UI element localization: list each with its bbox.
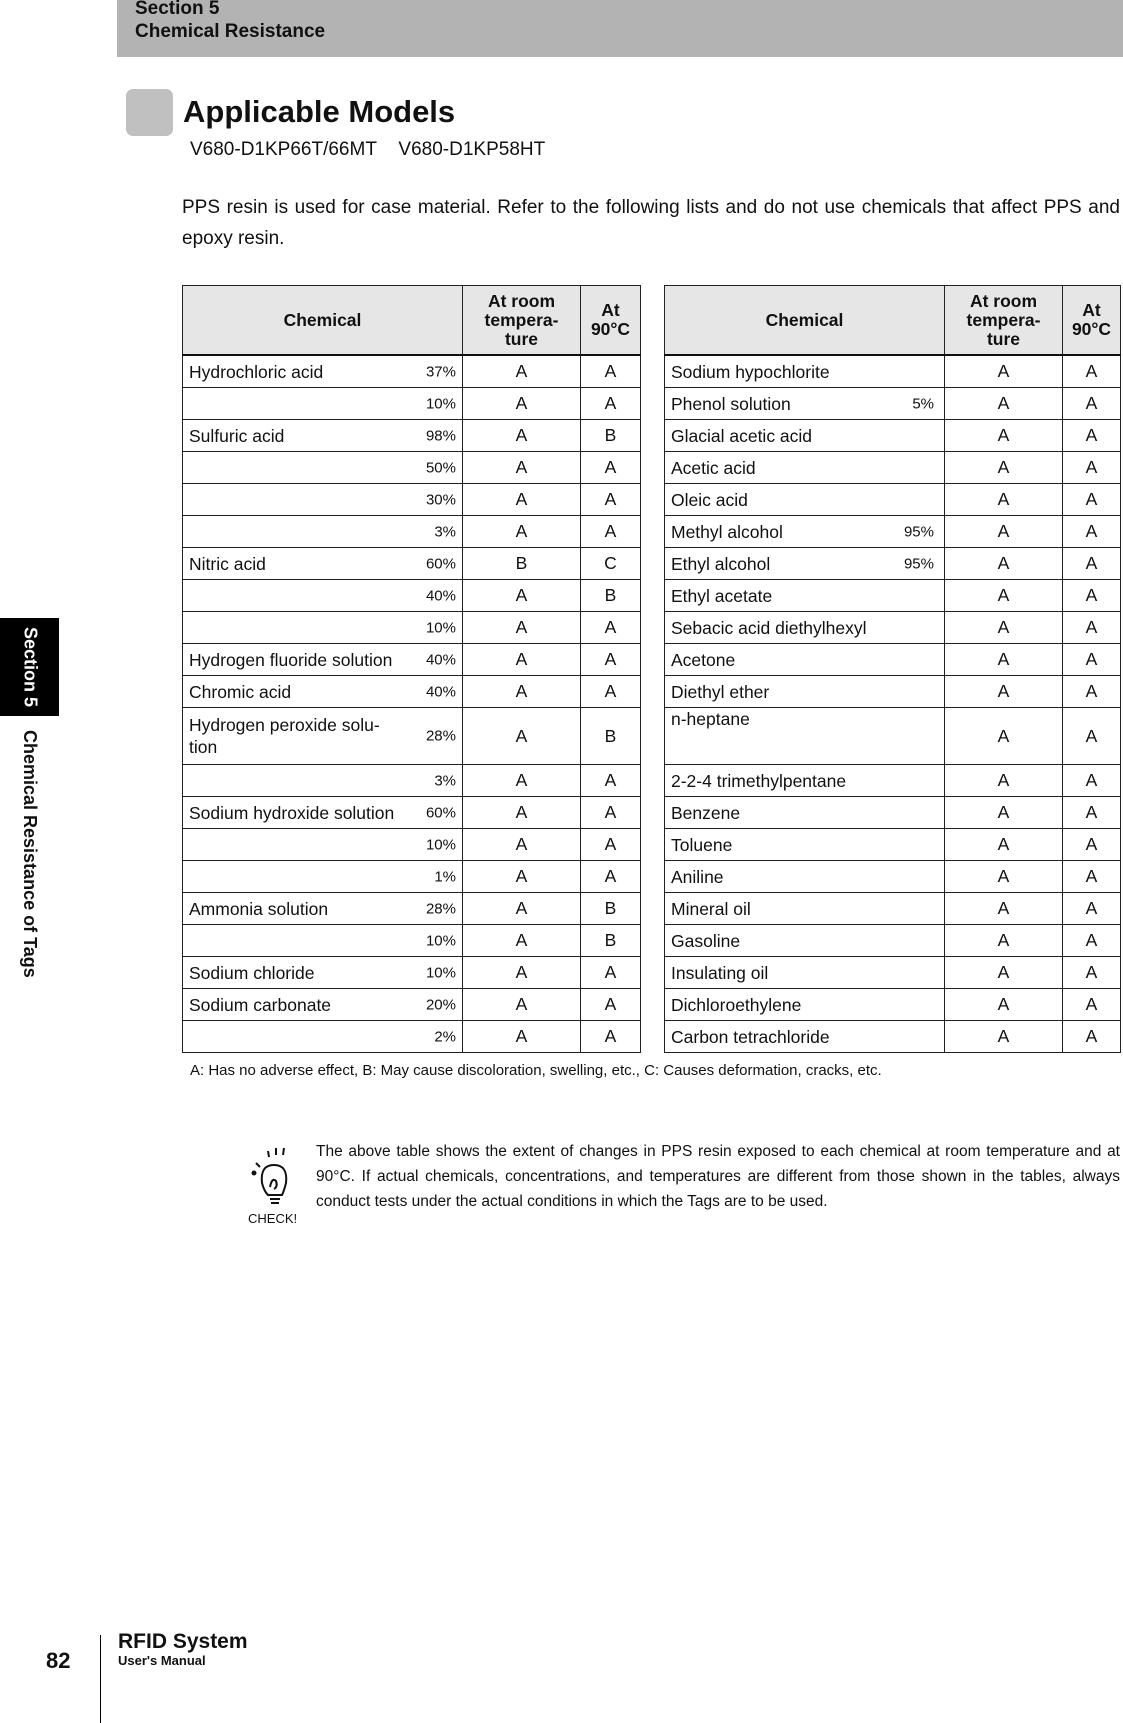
chemical-name: Benzene [671,802,741,823]
check-lightbulb-icon [246,1143,306,1228]
rating-90c: A [581,861,641,893]
concentration: 95% [903,555,934,572]
rating-90c: A [581,516,641,548]
chemical-cell [183,388,463,420]
chemical-name: Aniline [671,866,724,887]
chemical-cell [665,708,945,765]
chemical-cell [183,893,463,925]
rating-room-temp: A [463,957,581,989]
rating-room-temp: A [463,388,581,420]
concentration: 10% [425,395,456,412]
concentration: 10% [425,932,456,949]
concentration: 30% [425,491,456,508]
table-row [183,484,1121,516]
section-title: Chemical Resistance [135,21,326,42]
concentration: 28% [425,900,456,917]
footer-manual: User's Manual [118,1653,206,1668]
table-row [183,797,1121,829]
intro-paragraph: PPS resin is used for case material. Refer to the following lists and do not use chemicals that affect PPS and epoxy resin. [182,197,1120,249]
header-room-temp: At room tempera- ture [463,286,581,356]
rating-90c: B [581,925,641,957]
rating-room-temp: A [463,420,581,452]
rating-90c: A [1063,957,1121,989]
rating-90c: A [581,676,641,708]
rating-room-temp: A [945,989,1063,1021]
concentration: 10% [425,964,456,981]
chemical-name: Ethyl alcohol [671,553,771,574]
concentration: 60% [425,555,456,572]
header-chemical: Chemical [665,286,945,356]
chemical-name: Hydrogen peroxide solu- tion [189,715,380,757]
chemical-cell [665,516,945,548]
chemical-cell [665,612,945,644]
rating-room-temp: A [945,797,1063,829]
rating-90c: A [1063,829,1121,861]
rating-90c: A [581,388,641,420]
chemical-name: Sodium carbonate [189,994,332,1015]
chemical-cell [183,1021,463,1053]
concentration: 28% [425,727,456,745]
table-row [183,548,1121,580]
table-row [183,452,1121,484]
rating-room-temp: A [945,893,1063,925]
chemical-cell [183,548,463,580]
chemical-cell [183,829,463,861]
rating-room-temp: A [463,925,581,957]
rating-90c: A [1063,548,1121,580]
chemical-name: 2-2-4 trimethylpentane [671,770,847,791]
concentration: 95% [903,523,934,540]
rating-room-temp: A [463,893,581,925]
chemical-name: Sulfuric acid [189,425,285,446]
chemical-name: Hydrochloric acid [189,361,324,382]
chemical-resistance-table [182,285,1121,1053]
chemical-cell [665,765,945,797]
concentration: 50% [425,459,456,476]
rating-90c: A [1063,452,1121,484]
concentration: 3% [434,772,456,789]
rating-room-temp: A [463,861,581,893]
chemical-name: Gasoline [671,930,741,951]
rating-room-temp: A [463,484,581,516]
chemical-cell [183,516,463,548]
rating-90c: A [581,1021,641,1053]
rating-90c: A [1063,893,1121,925]
chemical-cell [183,355,463,388]
chemical-cell [183,708,463,765]
chemical-name: Mineral oil [671,898,751,919]
check-note: The above table shows the extent of changes in PPS resin exposed to each chemical at room temperature and at 90°C. If actual chemicals, concentrations, and temperatures are different from those shown in the tables, always conduct tests under the actual conditions in which the Tags are to be used. [316,1143,1120,1210]
chemical-name: Insulating oil [671,962,769,983]
rating-90c: A [1063,797,1121,829]
rating-room-temp: A [945,548,1063,580]
table-row [183,708,1121,765]
table-row [183,420,1121,452]
chemical-cell [665,388,945,420]
rating-room-temp: A [945,355,1063,388]
chemical-cell [665,580,945,612]
chemical-cell [665,452,945,484]
chemical-name: Acetic acid [671,457,756,478]
rating-room-temp: A [463,1021,581,1053]
rating-90c: A [1063,388,1121,420]
chemical-cell [665,797,945,829]
table-row [183,861,1121,893]
chemical-cell [665,957,945,989]
table-row [183,957,1121,989]
chemical-name: Oleic acid [671,489,748,510]
section-number: Section 5 [135,0,220,19]
chemical-cell [665,989,945,1021]
chemical-cell [665,893,945,925]
rating-90c: A [1063,1021,1121,1053]
chemical-cell [183,580,463,612]
heading-marker-icon [126,89,173,136]
concentration: 1% [434,868,456,885]
rating-90c: A [581,484,641,516]
chemical-name: Glacial acetic acid [671,425,813,446]
chemical-cell [183,925,463,957]
chemical-name: Toluene [671,834,733,855]
concentration: 40% [425,651,456,668]
table-row [183,765,1121,797]
chemical-name: Ethyl acetate [671,585,773,606]
chemical-cell [665,925,945,957]
table-row [183,612,1121,644]
table-row [183,925,1121,957]
section-header [117,0,1123,57]
rating-90c: A [1063,861,1121,893]
rating-room-temp: A [945,644,1063,676]
model-list: V680-D1KP66T/66MT V680-D1KP58HT [190,139,546,160]
rating-room-temp: A [463,355,581,388]
chemical-cell [183,644,463,676]
rating-room-temp: A [463,797,581,829]
chemical-cell [183,989,463,1021]
chemical-name: Carbon tetrachloride [671,1026,830,1047]
rating-room-temp: A [945,957,1063,989]
concentration: 60% [425,804,456,821]
chemical-cell [665,355,945,388]
rating-90c: A [581,452,641,484]
rating-room-temp: A [945,420,1063,452]
rating-90c: C [581,548,641,580]
table-row [183,676,1121,708]
rating-90c: A [581,644,641,676]
page-number: 82 [46,1648,71,1673]
concentration: 20% [425,996,456,1013]
concentration: 10% [425,836,456,853]
table-row [183,829,1121,861]
table-row [183,893,1121,925]
rating-90c: A [1063,420,1121,452]
rating-room-temp: A [463,612,581,644]
rating-90c: B [581,580,641,612]
rating-90c: A [1063,765,1121,797]
chemical-cell [665,420,945,452]
rating-90c: A [581,355,641,388]
chemical-cell [665,1021,945,1053]
concentration: 3% [434,523,456,540]
rating-90c: A [1063,516,1121,548]
rating-90c: B [581,893,641,925]
rating-room-temp: A [945,580,1063,612]
concentration: 10% [425,619,456,636]
rating-room-temp: A [463,765,581,797]
chemical-cell [665,861,945,893]
rating-room-temp: B [463,548,581,580]
chemical-name: Hydrogen fluoride solution [189,649,393,670]
rating-room-temp: A [945,676,1063,708]
chemical-cell [665,644,945,676]
rating-room-temp: A [945,452,1063,484]
header-90c: At 90°C [581,286,641,356]
svg-text:CHECK!: CHECK! [248,1211,298,1226]
rating-room-temp: A [463,676,581,708]
rating-90c: A [581,989,641,1021]
rating-room-temp: A [463,708,581,765]
rating-90c: A [1063,989,1121,1021]
chemical-name: Methyl alcohol [671,521,783,542]
chemical-name: Diethyl ether [671,681,770,702]
rating-90c: A [1063,925,1121,957]
chemical-name: Sodium hydroxide solution [189,802,395,823]
rating-room-temp: A [945,612,1063,644]
chemical-cell [665,829,945,861]
rating-90c: A [1063,676,1121,708]
side-section-tab: Section 5 [0,618,59,716]
page-title: Applicable Models [183,94,456,129]
chemical-name: Sodium hypochlorite [671,361,830,382]
chemical-cell [183,676,463,708]
chemical-name: Sebacic acid diethylhexyl [671,617,867,638]
table-row [183,644,1121,676]
table-row [183,1021,1121,1053]
rating-90c: A [1063,484,1121,516]
chemical-name: Acetone [671,649,736,670]
chemical-cell [665,484,945,516]
table-row [183,580,1121,612]
concentration: 40% [425,587,456,604]
side-section-title: Chemical Resistance of Tags [20,730,40,978]
rating-90c: A [1063,355,1121,388]
table-row [183,388,1121,420]
chemical-cell [183,612,463,644]
concentration: 5% [912,395,934,412]
chemical-cell [183,861,463,893]
rating-90c: A [1063,644,1121,676]
rating-room-temp: A [463,516,581,548]
chemical-name: Ammonia solution [189,898,329,919]
rating-room-temp: A [945,765,1063,797]
footer-divider [100,1635,101,1723]
rating-room-temp: A [463,644,581,676]
concentration: 40% [425,683,456,700]
table-footnote: A: Has no adverse effect, B: May cause discoloration, swelling, etc., C: Causes deformation, cracks, etc. [190,1062,882,1079]
rating-90c: A [581,797,641,829]
chemical-name: Dichloroethylene [671,994,802,1015]
table-row [183,355,1121,388]
chemical-cell [183,797,463,829]
chemical-cell [183,420,463,452]
rating-room-temp: A [945,925,1063,957]
rating-90c: A [1063,580,1121,612]
rating-room-temp: A [945,1021,1063,1053]
chemical-name: Sodium chloride [189,962,315,983]
rating-room-temp: A [945,484,1063,516]
header-chemical: Chemical [183,286,463,356]
rating-90c: A [1063,612,1121,644]
rating-90c: B [581,708,641,765]
rating-room-temp: A [945,861,1063,893]
chemical-cell [183,765,463,797]
header-90c: At 90°C [1063,286,1121,356]
rating-room-temp: A [945,516,1063,548]
footer-product: RFID System [118,1630,248,1653]
rating-90c: B [581,420,641,452]
rating-room-temp: A [463,989,581,1021]
concentration: 98% [425,427,456,444]
chemical-name: Nitric acid [189,553,266,574]
rating-room-temp: A [945,388,1063,420]
rating-room-temp: A [945,829,1063,861]
rating-room-temp: A [463,452,581,484]
rating-room-temp: A [463,829,581,861]
chemical-name: Chromic acid [189,681,292,702]
rating-90c: A [581,612,641,644]
rating-room-temp: A [945,708,1063,765]
chemical-cell [183,957,463,989]
rating-room-temp: A [463,580,581,612]
concentration: 37% [425,363,456,380]
chemical-cell [665,548,945,580]
table-row [183,989,1121,1021]
rating-90c: A [581,829,641,861]
table-row [183,516,1121,548]
rating-90c: A [1063,708,1121,765]
chemical-name: Phenol solution [671,393,791,414]
rating-90c: A [581,957,641,989]
chemical-cell [183,484,463,516]
rating-90c: A [581,765,641,797]
chemical-cell [665,676,945,708]
header-room-temp: At room tempera- ture [945,286,1063,356]
chemical-cell [183,452,463,484]
concentration: 2% [434,1028,456,1045]
chemical-name: n-heptane [671,709,750,729]
